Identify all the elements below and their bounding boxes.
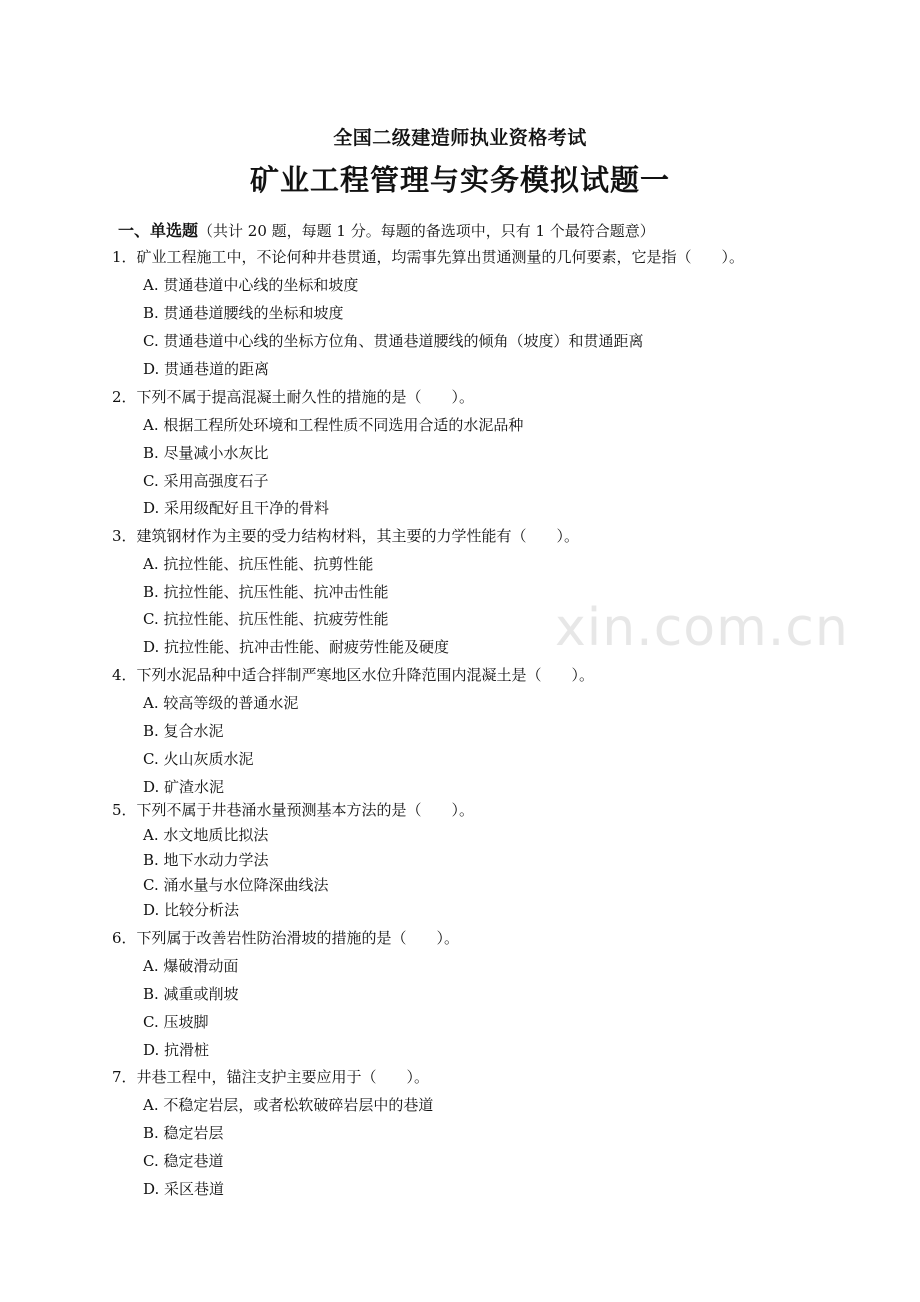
question-option: C. 涌水量与水位降深曲线法 [143,876,329,894]
question-option: D. 采用级配好且干净的骨料 [143,499,330,517]
question-stem: 1．矿业工程施工中，不论何种井巷贯通，均需事先算出贯通测量的几何要素，它是指（ ）。 [112,248,745,266]
question-option: C. 火山灰质水泥 [143,750,254,768]
question-option: A. 水文地质比拟法 [143,826,269,844]
question-option: D. 抗滑桩 [143,1041,210,1059]
question-option: A. 爆破滑动面 [143,957,239,975]
question-stem: 3．建筑钢材作为主要的受力结构材料，其主要的力学性能有（ ）。 [112,527,580,545]
question-option: B. 减重或削坡 [143,985,239,1003]
question-option: D. 采区巷道 [143,1180,225,1198]
section-heading [118,218,655,241]
question-option: B. 抗拉性能、抗压性能、抗冲击性能 [143,583,389,601]
question-stem: 7．井巷工程中，锚注支护主要应用于（ ）。 [112,1068,430,1086]
question-stem: 5．下列不属于井巷涌水量预测基本方法的是（ ）。 [112,801,475,819]
section-title: 一、单选题 [118,221,199,240]
question-option: A. 不稳定岩层，或者松软破碎岩层中的巷道 [143,1096,434,1114]
question-option: B. 复合水泥 [143,722,224,740]
question-option: B. 地下水动力学法 [143,851,269,869]
question-option: D. 矿渣水泥 [143,778,225,796]
paper-title: 矿业工程管理与实务模拟试题一 [249,163,670,197]
question-option: A. 抗拉性能、抗压性能、抗剪性能 [143,555,374,573]
question-option: A. 贯通巷道中心线的坐标和坡度 [143,276,359,294]
question-stem: 4．下列水泥品种中适合拌制严寒地区水位升降范围内混凝土是（ ）。 [112,666,595,684]
question-option: A. 较高等级的普通水泥 [143,694,299,712]
watermark: xin.com.cn [555,598,849,658]
section-note: （共计 20 题，每题 1 分。每题的备选项中，只有 1 个最符合题意） [198,222,655,240]
question-option: A. 根据工程所处环境和工程性质不同选用合适的水泥品种 [143,416,524,434]
question-option: D. 贯通巷道的距离 [143,360,270,378]
exam-title: 全国二级建造师执业资格考试 [333,127,587,149]
question-stem: 6．下列属于改善岩性防治滑坡的措施的是（ ）。 [112,929,460,947]
question-option: D. 比较分析法 [143,901,240,919]
question-option: C. 采用高强度石子 [143,472,269,490]
question-option: C. 贯通巷道中心线的坐标方位角、贯通巷道腰线的倾角（坡度）和贯通距离 [143,332,644,350]
question-option: C. 稳定巷道 [143,1152,224,1170]
question-option: C. 压坡脚 [143,1013,209,1031]
question-option: B. 贯通巷道腰线的坐标和坡度 [143,304,344,322]
question-option: D. 抗拉性能、抗冲击性能、耐疲劳性能及硬度 [143,638,450,656]
question-option: B. 尽量减小水灰比 [143,444,269,462]
question-stem: 2．下列不属于提高混凝土耐久性的措施的是（ ）。 [112,388,475,406]
question-option: C. 抗拉性能、抗压性能、抗疲劳性能 [143,610,389,628]
question-option: B. 稳定岩层 [143,1124,224,1142]
